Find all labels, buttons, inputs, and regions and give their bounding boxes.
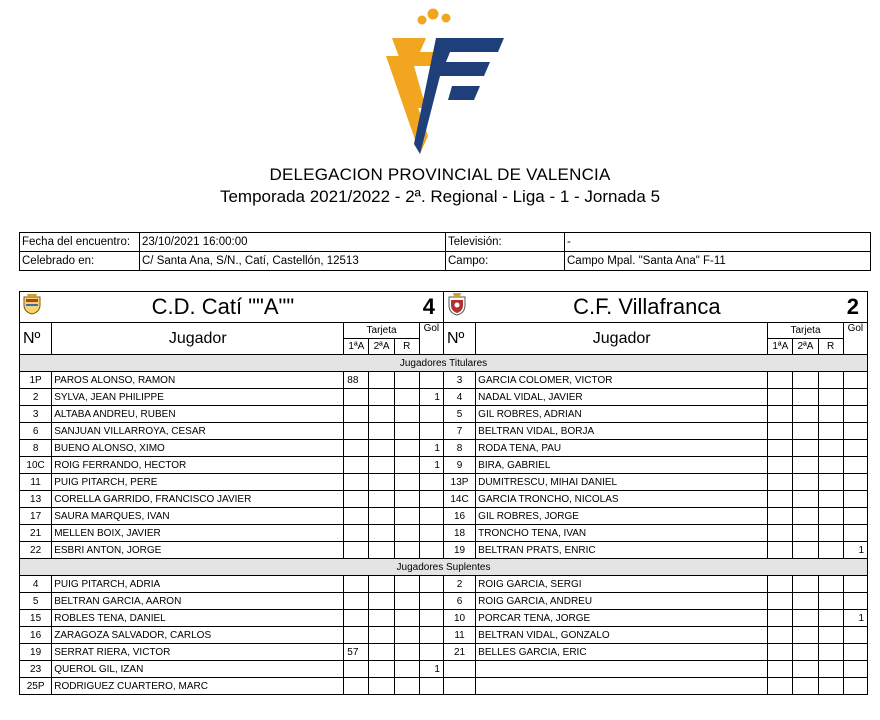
- home-yellow2: [369, 610, 394, 627]
- away-yellow1: [768, 576, 793, 593]
- home-yellow1: [344, 389, 369, 406]
- table-row: [20, 644, 868, 661]
- home-goals: [419, 644, 443, 661]
- home-red: [394, 474, 419, 491]
- team-header-row: [20, 292, 868, 323]
- away-yellow1: [768, 661, 793, 678]
- table-row: [20, 474, 868, 491]
- away-goals: [843, 372, 867, 389]
- away-red: [818, 525, 843, 542]
- home-player-name: PUIG PITARCH, ADRIA: [52, 576, 344, 593]
- home-player-name: ROBLES TENA, DANIEL: [52, 610, 344, 627]
- home-player-name: MELLEN BOIX, JAVIER: [52, 525, 344, 542]
- home-red: [394, 627, 419, 644]
- section-titulares-label: Jugadores Titulares: [20, 355, 868, 372]
- away-goals: 1: [843, 610, 867, 627]
- home-player-number: 1P: [20, 372, 52, 389]
- table-row: [20, 508, 868, 525]
- home-yellow2: [369, 678, 394, 695]
- away-yellow1: [768, 457, 793, 474]
- away-jugador-header: Jugador: [476, 323, 768, 355]
- away-player-name: TRONCHO TENA, IVAN: [476, 525, 768, 542]
- home-player-name: PUIG PITARCH, PERE: [52, 474, 344, 491]
- away-yellow2: [793, 678, 818, 695]
- home-yellow2: [369, 627, 394, 644]
- home-yellow1: [344, 440, 369, 457]
- away-player-number: 19: [443, 542, 475, 559]
- home-player-number: 16: [20, 627, 52, 644]
- away-yellow1: [768, 627, 793, 644]
- home-goals: [419, 406, 443, 423]
- away-yellow2: [793, 491, 818, 508]
- home-goals: [419, 372, 443, 389]
- match-info-table: [19, 232, 871, 271]
- table-row: [20, 423, 868, 440]
- section-suplentes: [20, 559, 868, 576]
- away-player-name: BELTRAN PRATS, ENRIC: [476, 542, 768, 559]
- away-yellow2: [793, 372, 818, 389]
- home-red: [394, 372, 419, 389]
- away-crest-icon: [443, 292, 475, 323]
- home-red: [394, 661, 419, 678]
- home-player-name: PAROS ALONSO, RAMON: [52, 372, 344, 389]
- away-player-number: 10: [443, 610, 475, 627]
- away-yellow2: [793, 423, 818, 440]
- away-team-name: C.F. Villafranca: [476, 292, 818, 323]
- home-yellow2: [369, 372, 394, 389]
- home-jugador-header: Jugador: [52, 323, 344, 355]
- home-yellow1: [344, 525, 369, 542]
- home-player-number: 10C: [20, 457, 52, 474]
- away-red: [818, 627, 843, 644]
- table-row: [20, 491, 868, 508]
- home-team-name: C.D. Catí ""A"": [52, 292, 394, 323]
- home-player-number: 5: [20, 593, 52, 610]
- home-goals: [419, 610, 443, 627]
- celebrado-label: Celebrado en:: [20, 252, 140, 271]
- away-player-name: GARCIA COLOMER, VICTOR: [476, 372, 768, 389]
- home-red: [394, 457, 419, 474]
- away-yellow2: [793, 508, 818, 525]
- table-row: [20, 440, 868, 457]
- home-player-number: 19: [20, 644, 52, 661]
- home-red: [394, 406, 419, 423]
- away-yellow1: [768, 440, 793, 457]
- home-player-number: 13: [20, 491, 52, 508]
- away-red: [818, 440, 843, 457]
- away-red: [818, 576, 843, 593]
- home-yellow1: [344, 508, 369, 525]
- away-red: [818, 508, 843, 525]
- home-player-name: BUENO ALONSO, XIMO: [52, 440, 344, 457]
- home-player-name: SANJUAN VILLARROYA, CESAR: [52, 423, 344, 440]
- away-red: [818, 474, 843, 491]
- home-goals: [419, 593, 443, 610]
- table-row: [20, 678, 868, 695]
- home-player-name: ALTABA ANDREU, RUBEN: [52, 406, 344, 423]
- away-player-number: 16: [443, 508, 475, 525]
- away-player-name: BIRA, GABRIEL: [476, 457, 768, 474]
- home-goals: [419, 678, 443, 695]
- home-yellow2: [369, 542, 394, 559]
- federation-logo: [380, 8, 510, 160]
- section-suplentes-label: Jugadores Suplentes: [20, 559, 868, 576]
- away-yellow2: [793, 406, 818, 423]
- home-yellow2: [369, 644, 394, 661]
- home-yellow2: [369, 508, 394, 525]
- away-yellow1: [768, 423, 793, 440]
- home-yellow1: [344, 576, 369, 593]
- away-player-number: 13P: [443, 474, 475, 491]
- home-goals: [419, 491, 443, 508]
- away-player-number: 8: [443, 440, 475, 457]
- away-red: [818, 389, 843, 406]
- home-goals: 1: [419, 457, 443, 474]
- away-2a-header: 2ªA: [793, 339, 818, 355]
- away-yellow2: [793, 542, 818, 559]
- away-goals: [843, 440, 867, 457]
- home-score: 4: [394, 292, 443, 323]
- away-red: [818, 593, 843, 610]
- away-player-name: RODA TENA, PAU: [476, 440, 768, 457]
- away-yellow1: [768, 474, 793, 491]
- home-yellow2: [369, 423, 394, 440]
- away-yellow2: [793, 525, 818, 542]
- away-player-number: 4: [443, 389, 475, 406]
- away-yellow2: [793, 389, 818, 406]
- tv-label: Televisión:: [446, 233, 565, 252]
- home-no-header: Nº: [20, 323, 52, 355]
- home-yellow1: [344, 542, 369, 559]
- away-yellow1: [768, 593, 793, 610]
- away-player-name: GIL ROBRES, ADRIAN: [476, 406, 768, 423]
- home-red: [394, 610, 419, 627]
- away-player-number: 21: [443, 644, 475, 661]
- away-player-name: ROIG GARCIA, SERGI: [476, 576, 768, 593]
- away-red: [818, 542, 843, 559]
- away-no-header: Nº: [443, 323, 475, 355]
- home-1a-header: 1ªA: [344, 339, 369, 355]
- away-yellow2: [793, 576, 818, 593]
- away-yellow1: [768, 389, 793, 406]
- away-gol-header: Gol: [843, 323, 867, 355]
- away-red: [818, 678, 843, 695]
- away-player-number: 3: [443, 372, 475, 389]
- home-red: [394, 423, 419, 440]
- away-goals: [843, 678, 867, 695]
- away-player-number: 7: [443, 423, 475, 440]
- home-yellow2: [369, 440, 394, 457]
- away-red: [818, 644, 843, 661]
- home-yellow1: [344, 661, 369, 678]
- table-row: [20, 372, 868, 389]
- away-player-number: 6: [443, 593, 475, 610]
- table-row: [20, 389, 868, 406]
- page-subtitle: Temporada 2021/2022 - 2ª. Regional - Liga - 1 - Jornada 5: [219, 187, 661, 206]
- home-r-header: R: [394, 339, 419, 355]
- home-tarjeta-header: Tarjeta: [344, 323, 420, 339]
- page-title: DELEGACION PROVINCIAL DE VALENCIA: [269, 165, 611, 184]
- table-row: [20, 610, 868, 627]
- away-player-name: [476, 661, 768, 678]
- home-player-number: 15: [20, 610, 52, 627]
- home-red: [394, 389, 419, 406]
- away-red: [818, 610, 843, 627]
- away-goals: [843, 593, 867, 610]
- column-header-row: [20, 323, 868, 339]
- away-player-number: 9: [443, 457, 475, 474]
- home-goals: [419, 525, 443, 542]
- table-row: [20, 661, 868, 678]
- home-player-name: CORELLA GARRIDO, FRANCISCO JAVIER: [52, 491, 344, 508]
- away-player-number: [443, 661, 475, 678]
- home-goals: [419, 542, 443, 559]
- home-yellow2: [369, 525, 394, 542]
- table-row: [20, 627, 868, 644]
- campo-value: Campo Mpal. "Santa Ana" F-11: [565, 252, 871, 271]
- away-goals: [843, 423, 867, 440]
- home-player-number: 3: [20, 406, 52, 423]
- away-tarjeta-header: Tarjeta: [768, 323, 844, 339]
- away-red: [818, 372, 843, 389]
- away-player-number: 11: [443, 627, 475, 644]
- away-player-name: GARCIA TRONCHO, NICOLAS: [476, 491, 768, 508]
- away-player-number: 2: [443, 576, 475, 593]
- away-red: [818, 423, 843, 440]
- away-player-name: BELLES GARCIA, ERIC: [476, 644, 768, 661]
- home-player-number: 4: [20, 576, 52, 593]
- away-player-number: 5: [443, 406, 475, 423]
- away-player-name: NADAL VIDAL, JAVIER: [476, 389, 768, 406]
- home-yellow1: [344, 491, 369, 508]
- away-yellow2: [793, 627, 818, 644]
- home-yellow1: [344, 457, 369, 474]
- home-goals: 1: [419, 389, 443, 406]
- home-player-name: ROIG FERRANDO, HECTOR: [52, 457, 344, 474]
- away-yellow1: [768, 644, 793, 661]
- away-1a-header: 1ªA: [768, 339, 793, 355]
- home-goals: [419, 627, 443, 644]
- home-red: [394, 576, 419, 593]
- home-crest-icon: [20, 292, 52, 323]
- away-goals: 1: [843, 542, 867, 559]
- away-player-name: GIL ROBRES, JORGE: [476, 508, 768, 525]
- away-player-number: 14C: [443, 491, 475, 508]
- away-player-name: PORCAR TENA, JORGE: [476, 610, 768, 627]
- home-player-number: 8: [20, 440, 52, 457]
- away-yellow2: [793, 661, 818, 678]
- away-yellow1: [768, 406, 793, 423]
- table-row: [20, 593, 868, 610]
- home-player-name: SYLVA, JEAN PHILIPPE: [52, 389, 344, 406]
- away-score: 2: [818, 292, 867, 323]
- away-player-number: [443, 678, 475, 695]
- away-player-name: ROIG GARCIA, ANDREU: [476, 593, 768, 610]
- away-goals: [843, 389, 867, 406]
- table-row: [20, 542, 868, 559]
- home-red: [394, 542, 419, 559]
- home-player-number: 17: [20, 508, 52, 525]
- table-row: [20, 525, 868, 542]
- away-yellow1: [768, 491, 793, 508]
- away-goals: [843, 661, 867, 678]
- home-yellow1: [344, 474, 369, 491]
- home-gol-header: Gol: [419, 323, 443, 355]
- fecha-value: 23/10/2021 16:00:00: [140, 233, 446, 252]
- home-yellow2: [369, 661, 394, 678]
- away-yellow1: [768, 525, 793, 542]
- tv-value: -: [565, 233, 871, 252]
- away-goals: [843, 406, 867, 423]
- away-yellow2: [793, 474, 818, 491]
- home-goals: [419, 423, 443, 440]
- away-goals: [843, 627, 867, 644]
- away-yellow2: [793, 593, 818, 610]
- home-player-name: SAURA MARQUES, IVAN: [52, 508, 344, 525]
- home-yellow1: [344, 627, 369, 644]
- home-yellow1: [344, 593, 369, 610]
- home-goals: 1: [419, 440, 443, 457]
- away-goals: [843, 491, 867, 508]
- away-player-name: DUMITRESCU, MIHAI DANIEL: [476, 474, 768, 491]
- home-goals: [419, 576, 443, 593]
- table-row: [20, 576, 868, 593]
- table-row: [20, 457, 868, 474]
- away-yellow1: [768, 542, 793, 559]
- home-red: [394, 491, 419, 508]
- away-goals: [843, 644, 867, 661]
- home-yellow1: [344, 423, 369, 440]
- away-player-name: BELTRAN VIDAL, GONZALO: [476, 627, 768, 644]
- home-player-name: ESBRI ANTON, JORGE: [52, 542, 344, 559]
- home-2a-header: 2ªA: [369, 339, 394, 355]
- away-yellow2: [793, 610, 818, 627]
- home-yellow1: [344, 406, 369, 423]
- home-yellow2: [369, 491, 394, 508]
- home-yellow2: [369, 406, 394, 423]
- away-goals: [843, 525, 867, 542]
- away-goals: [843, 457, 867, 474]
- away-yellow1: [768, 508, 793, 525]
- away-goals: [843, 508, 867, 525]
- home-player-name: BELTRAN GARCIA, AARON: [52, 593, 344, 610]
- home-red: [394, 508, 419, 525]
- home-player-number: 2: [20, 389, 52, 406]
- home-player-number: 6: [20, 423, 52, 440]
- home-player-number: 22: [20, 542, 52, 559]
- home-player-number: 23: [20, 661, 52, 678]
- away-player-name: BELTRAN VIDAL, BORJA: [476, 423, 768, 440]
- home-player-name: QUEROL GIL, IZAN: [52, 661, 344, 678]
- fecha-label: Fecha del encuentro:: [20, 233, 140, 252]
- home-yellow2: [369, 389, 394, 406]
- home-yellow2: [369, 457, 394, 474]
- home-player-name: SERRAT RIERA, VICTOR: [52, 644, 344, 661]
- away-yellow2: [793, 457, 818, 474]
- away-red: [818, 491, 843, 508]
- home-yellow2: [369, 474, 394, 491]
- home-player-name: ZARAGOZA SALVADOR, CARLOS: [52, 627, 344, 644]
- celebrado-value: C/ Santa Ana, S/N., Catí, Castellón, 12513: [140, 252, 446, 271]
- away-red: [818, 457, 843, 474]
- section-titulares: [20, 355, 868, 372]
- away-yellow1: [768, 372, 793, 389]
- home-red: [394, 440, 419, 457]
- home-player-number: 21: [20, 525, 52, 542]
- home-goals: [419, 508, 443, 525]
- home-yellow1: 57: [344, 644, 369, 661]
- home-yellow2: [369, 593, 394, 610]
- away-yellow1: [768, 610, 793, 627]
- home-red: [394, 678, 419, 695]
- away-red: [818, 661, 843, 678]
- lineup-table: [19, 291, 868, 695]
- away-goals: [843, 576, 867, 593]
- home-red: [394, 593, 419, 610]
- away-yellow1: [768, 678, 793, 695]
- away-goals: [843, 474, 867, 491]
- home-goals: [419, 474, 443, 491]
- away-r-header: R: [818, 339, 843, 355]
- home-yellow1: 88: [344, 372, 369, 389]
- home-player-number: 25P: [20, 678, 52, 695]
- home-goals: 1: [419, 661, 443, 678]
- home-red: [394, 644, 419, 661]
- home-yellow1: [344, 678, 369, 695]
- home-red: [394, 525, 419, 542]
- home-yellow2: [369, 576, 394, 593]
- home-yellow1: [344, 610, 369, 627]
- home-player-name: RODRIGUEZ CUARTERO, MARC: [52, 678, 344, 695]
- away-yellow2: [793, 644, 818, 661]
- away-yellow2: [793, 440, 818, 457]
- table-row: [20, 406, 868, 423]
- campo-label: Campo:: [446, 252, 565, 271]
- away-player-name: [476, 678, 768, 695]
- away-player-number: 18: [443, 525, 475, 542]
- home-player-number: 11: [20, 474, 52, 491]
- away-red: [818, 406, 843, 423]
